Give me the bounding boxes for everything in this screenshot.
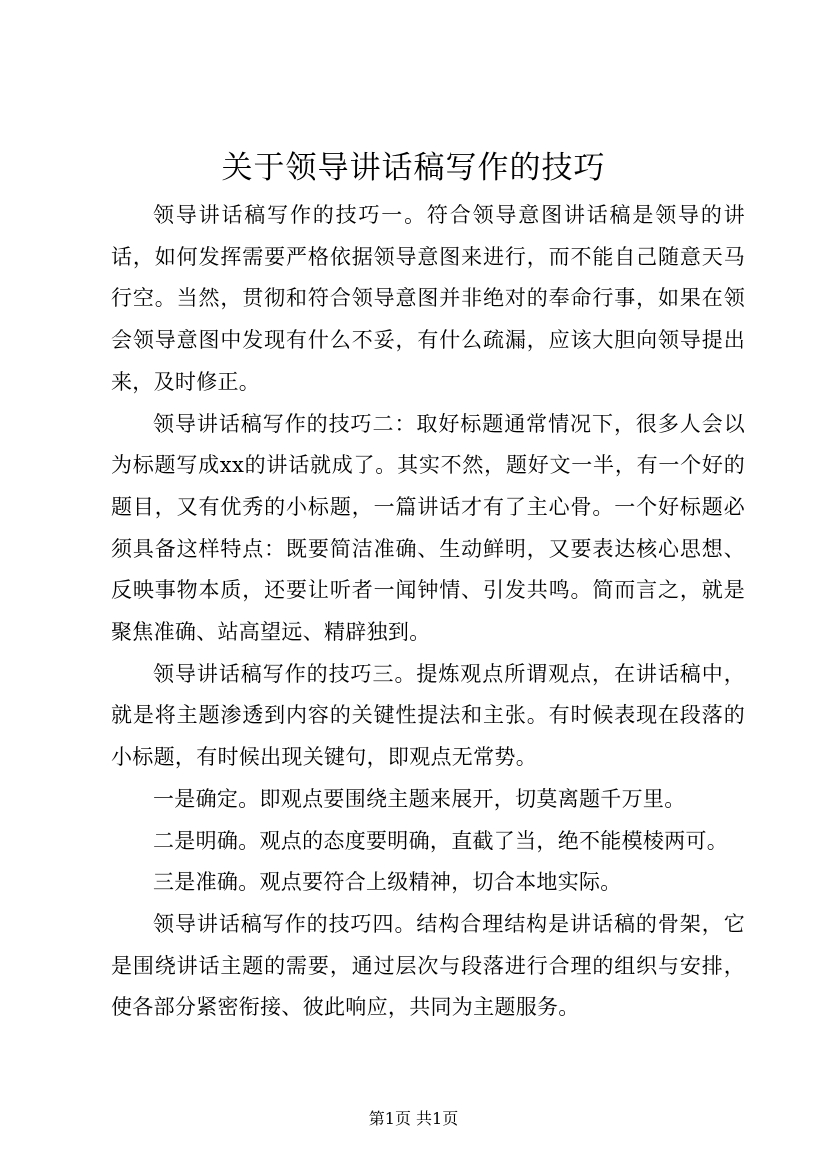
paragraph: 领导讲话稿写作的技巧四。结构合理结构是讲话稿的骨架，它是围绕讲话主题的需要，通过层次与段落进行合理的组织与安排，使各部分紧密衔接、彼此响应，共同为主题服务。 (111, 911, 745, 1020)
paragraph: 一是确定。即观点要围绕主题来展开，切莫离题千万里。 (153, 786, 686, 811)
paragraph: 三是准确。观点要符合上级精神，切合本地实际。 (153, 870, 622, 895)
paragraph: 二是明确。观点的态度要明确，直截了当，绝不能模棱两可。 (153, 828, 729, 853)
document-title: 关于领导讲话稿写作的技巧 (221, 150, 606, 186)
document-body (111, 195, 745, 1029)
paragraph: 领导讲话稿写作的技巧二：取好标题通常情况下，很多人会以为标题写成xx的讲话就成了。其实不然，题好文一半，有一个好的题目，又有优秀的小标题，一篇讲话才有了主心骨。一个好标题必须具备这样特点：既要简洁准确、生动鲜明，又要表达核心思想、反映事物本质，还要让听者一闻钟情、引发共鸣。简而言之，就是聚焦准确、站高望远、精辟独到。 (111, 411, 745, 645)
paragraph: 领导讲话稿写作的技巧一。符合领导意图讲话稿是领导的讲话，如何发挥需要严格依据领导意图来进行，而不能自己随意天马行空。当然，贯彻和符合领导意图并非绝对的奉命行事，如果在领会领导意图中发现有什么不妥，有什么疏漏，应该大胆向领导提出来，及时修正。 (111, 203, 745, 394)
page-footer: 第1页 共1页 (368, 1109, 459, 1128)
paragraph: 领导讲话稿写作的技巧三。提炼观点所谓观点，在讲话稿中，就是将主题渗透到内容的关键性提法和主张。有时候表现在段落的小标题，有时候出现关键句，即观点无常势。 (111, 661, 745, 770)
